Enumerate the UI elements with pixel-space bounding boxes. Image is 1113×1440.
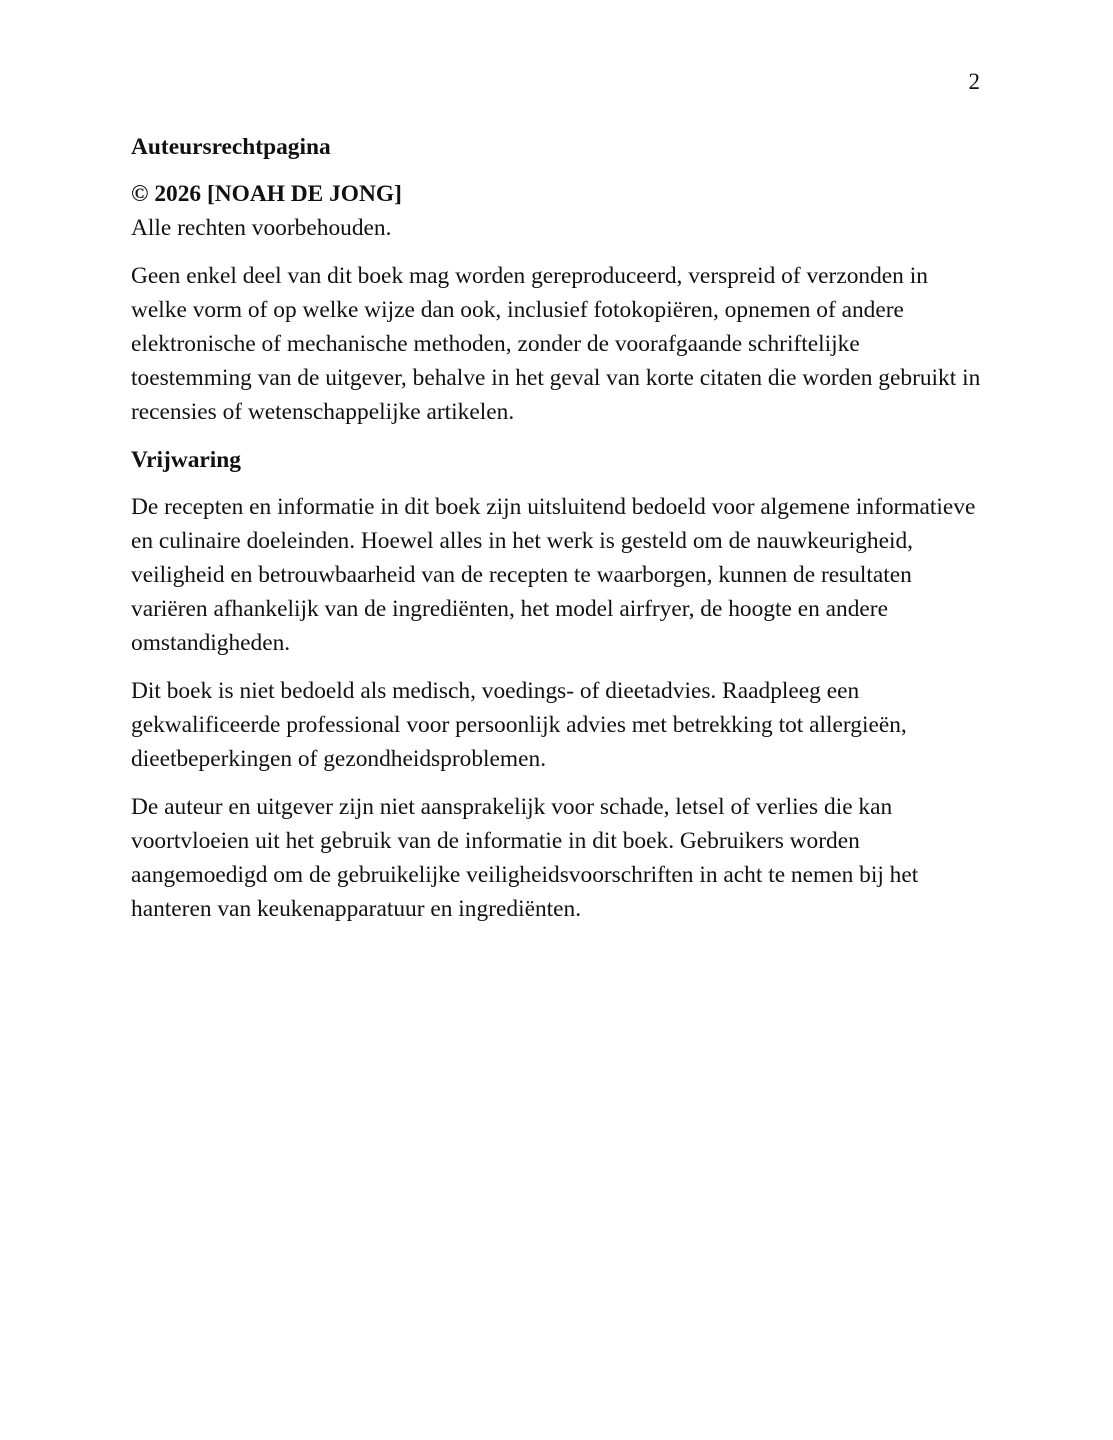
copyright-section	[131, 130, 983, 429]
copyright-owner-line: © 2026 [NOAH DE JONG]	[131, 181, 402, 207]
disclaimer-paragraph-3: De auteur en uitgever zijn niet aansprakelijk voor schade, letsel of verlies die kan voortvloeien uit het gebruik van de informatie in dit boek. Gebruikers worden aangemoedigd om de gebruikelijke veiligheidsvoorschriften in acht te nemen bij het hanteren van keukenapparatuur en ingrediënten.	[131, 794, 919, 922]
disclaimer-paragraph-2: Dit boek is niet bedoeld als medisch, voedings- of dieetadvies. Raadpleeg een gekwalificeerde professional voor persoonlijk advies met betrekking tot allergieën, dieetbeperkingen of gezondheidsproblemen.	[131, 678, 907, 772]
copyright-paragraph: Geen enkel deel van dit boek mag worden gereproduceerd, verspreid of verzonden in welke vorm of op welke wijze dan ook, inclusief fotokopiëren, opnemen of andere elektronische of mechanische methoden, zonder de voorafgaande schriftelijke toestemming van de uitgever, behalve in het geval van korte citaten die worden gebruikt in recensies of wetenschappelijke artikelen.	[131, 263, 981, 425]
page-content	[131, 130, 983, 940]
copyright-heading: Auteursrechtpagina	[131, 134, 331, 160]
disclaimer-heading: Vrijwaring	[131, 447, 241, 473]
disclaimer-paragraph-1: De recepten en informatie in dit boek zijn uitsluitend bedoeld voor algemene informatieve en culinaire doeleinden. Hoewel alles in het werk is gesteld om de nauwkeurigheid, veiligheid en betrouwbaarheid van de recepten te waarborgen, kunnen de resultaten variëren afhankelijk van de ingrediënten, het model airfryer, de hoogte en andere omstandigheden.	[131, 494, 976, 656]
rights-reserved-line: Alle rechten voorbehouden.	[131, 215, 392, 241]
disclaimer-section	[131, 443, 983, 926]
page-number: 2	[968, 69, 980, 94]
